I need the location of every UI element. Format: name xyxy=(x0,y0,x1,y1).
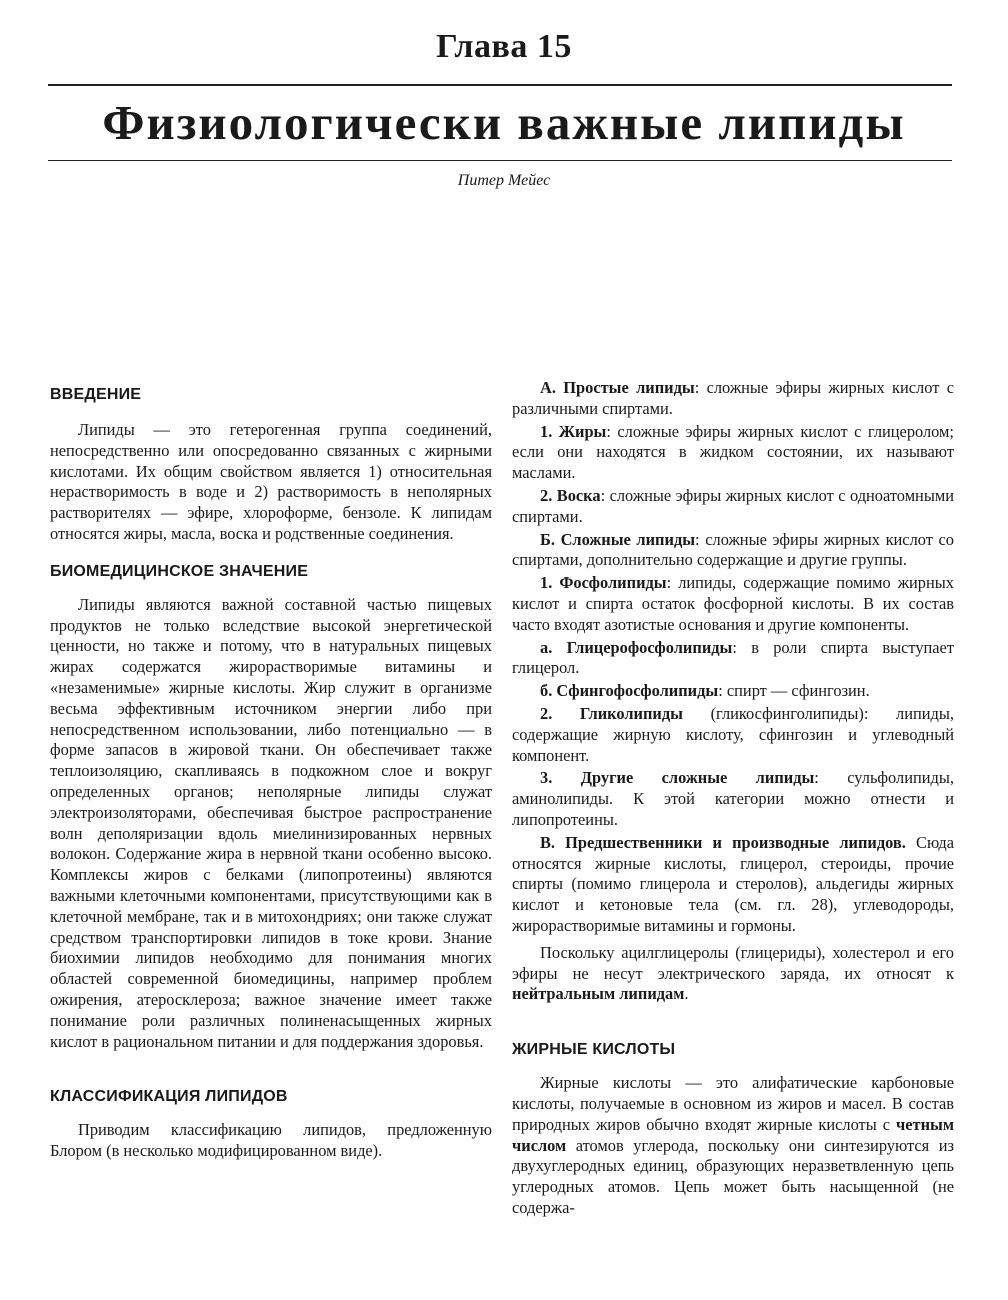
fatty-acids-paragraph xyxy=(512,1073,954,1219)
definition: : сложные эфиры жирных кислот с глицеролом; если они находятся в жидком состоянии, их называют маслами. xyxy=(512,421,954,483)
definition: : сложные эфиры жирных кислот со спиртами, дополнительно содержащие и другие группы. xyxy=(512,529,955,570)
chapter-title: Физиологически важные липиды xyxy=(102,95,906,150)
class-item-waxes xyxy=(512,486,954,528)
term: 1. Фосфолипиды xyxy=(540,573,667,593)
definition: : липиды, содержащие помимо жирных кислот и спирта остаток фосфорной кислоты. В их состав часто входят азотистые основания и другие компоненты. xyxy=(512,573,954,634)
text: Жирные кислоты — это алифатические карбоновые кислоты, получаемые в основном из жиров и масел. В состав природных жиров обычно входят жирные кислоты с xyxy=(512,1073,954,1134)
term: четным числом xyxy=(512,1114,954,1155)
term: а. Глицерофосфолипиды xyxy=(540,637,733,657)
class-item-glycerophospholipids xyxy=(512,638,954,680)
definition: Сюда относятся жирные кислоты, глицерол, стероиды, прочие спирты (помимо глицерола и стеролов), альдегиды жирных кислот и кетоновые тела (см. гл. 28), углеводороды, жирорастворимые витамины и гормоны. xyxy=(512,832,954,935)
class-item-other-complex xyxy=(512,768,954,830)
class-item-simple xyxy=(512,378,954,420)
class-item-fats xyxy=(512,422,954,484)
term: Б. Сложные липиды xyxy=(540,529,696,549)
left-column xyxy=(50,378,492,1162)
term: 2. Воска xyxy=(540,485,601,505)
title-rule xyxy=(48,160,952,161)
class-item-phospholipids xyxy=(512,573,954,635)
definition: (гликосфинголипиды): липиды, содержащие жирную кислоту, сфингозин и углеводный компонент. xyxy=(512,703,954,765)
chapter-number: Глава 15 xyxy=(436,28,572,65)
biomed-heading: БИОМЕДИЦИНСКОЕ ЗНАЧЕНИЕ xyxy=(50,562,309,580)
term: 2. Гликолипиды xyxy=(540,703,683,723)
term: В. Предшественники и производные липидов. xyxy=(540,832,906,852)
neutral-lipids-paragraph xyxy=(512,943,954,1005)
text: атомов углерода, поскольку они синтезируются из двухуглеродных единиц, образующих неразветвленную цепь углеродных атомов. Цепь может быть насыщенной (не содержа- xyxy=(512,1135,954,1217)
definition: : сложные эфиры жирных кислот с различными спиртами. xyxy=(512,378,954,418)
right-column xyxy=(512,378,954,1221)
text: Поскольку ацилглицеролы (глицериды), холестерол и его эфиры не несут электрического заряда, их относят к xyxy=(512,942,954,983)
definition: : сложные эфиры жирных кислот с одноатомными спиртами. xyxy=(512,485,954,526)
top-rule xyxy=(48,84,952,86)
term: 3. Другие сложные липиды xyxy=(540,768,815,788)
biomed-paragraph: Липиды являются важной составной частью пищевых продуктов не только вследствие высокой энергетической ценности, но также и потому, что в натуральных пищевых жирах содержатся жирорастворимые витамины и «незаменимые» жирные кислоты. Жир служит в организме весьма эффективным источником энергии либо при непосредственном использовании, либо потенциально — в форме запасов в жировой ткани. Он обеспечивает также теплоизоляцию, скапливаясь в подкожном слое и вокруг определенных органов; неполярные липиды служат электроизоляторами, обеспечивая быстрое распространение волн деполяризации вдоль миелинизированных нервных волокон. Содержание жира в нервной ткани особенно высоко. Комплексы жиров с белками (липопротеины) являются важными клеточными компонентами, присутствующими как в клеточной мембране, так и в митохондриях; они также служат средством транспортировки липидов в токе крови. Знание биохимии липидов необходимо для понимания многих областей современной биомедицины, например проблем ожирения, атеросклероза; важное значение имеет также понимание роли различных полиненасыщенных жирных кислот в рациональном питании и для поддержания здоровья. xyxy=(50,594,492,1051)
term: нейтральным липидам xyxy=(512,984,685,1004)
class-item-glycolipids xyxy=(512,704,954,766)
fatty-acids-heading: ЖИРНЫЕ КИСЛОТЫ xyxy=(512,1041,676,1059)
classification-heading: КЛАССИФИКАЦИЯ ЛИПИДОВ xyxy=(50,1088,288,1106)
class-item-sphingophospholipids xyxy=(512,681,954,702)
author-name: Питер Мейес xyxy=(457,172,551,189)
term: 1. Жиры xyxy=(540,421,607,441)
definition: : сульфолипиды, аминолипиды. К этой категории можно отнести и липопротеины. xyxy=(512,768,954,829)
term: А. Простые липиды xyxy=(540,378,695,397)
term: б. Сфингофосфолипиды xyxy=(540,681,719,701)
class-item-complex xyxy=(512,530,954,572)
intro-paragraph: Липиды — это гетерогенная группа соединений, непосредственно или опосредованно связанных с жирными кислотами. Их общим свойством является 1) относительная нерастворимость в воде и 2) растворимость в неполярных растворителях — эфире, хлороформе, бензоле. К липидам относятся жиры, масла, воска и родственные соединения. xyxy=(50,420,492,543)
definition: : в роли спирта выступает глицерол. xyxy=(512,637,954,678)
text: . xyxy=(684,984,689,1004)
class-item-precursors xyxy=(512,833,954,937)
classification-paragraph: Приводим классификацию липидов, предложенную Блором (в несколько модифицированном виде). xyxy=(50,1120,492,1161)
intro-heading: ВВЕДЕНИЕ xyxy=(50,386,142,403)
definition: : спирт — сфингозин. xyxy=(718,681,870,701)
